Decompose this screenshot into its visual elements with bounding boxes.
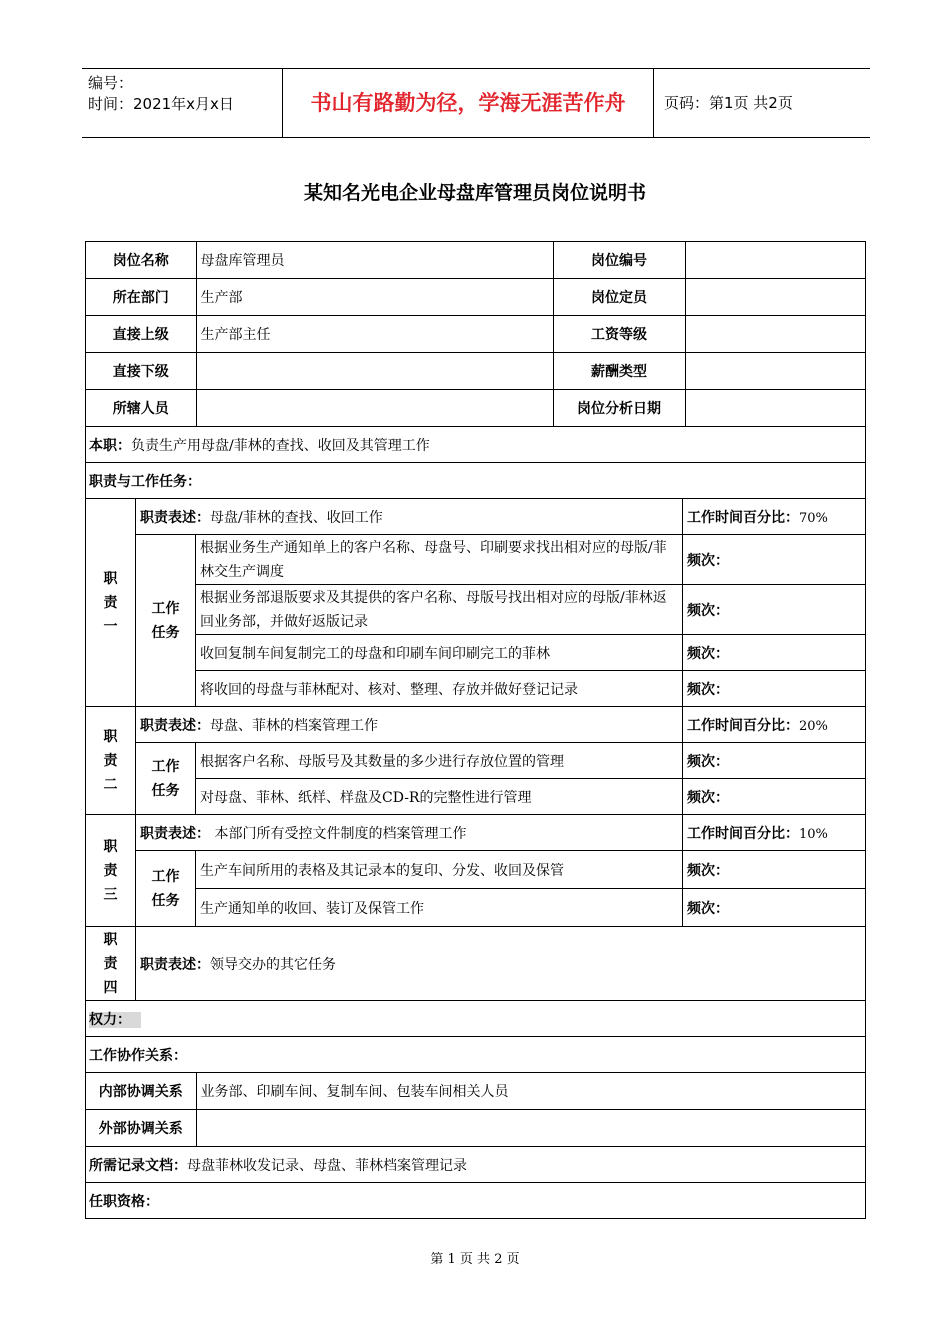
- duty4-label-char: 职: [103, 931, 118, 948]
- duties-heading: 职责与工作任务：: [86, 463, 866, 499]
- row-qualification: [86, 1183, 866, 1219]
- task-label-line: 工作: [151, 758, 180, 775]
- duty3-label-char: 责: [103, 862, 118, 879]
- duty2-freq: 频次：: [683, 779, 866, 815]
- duty1-task: 根据业务部退版要求及其提供的客户名称、母版号找出相对应的母版/菲林返回业务部，并做好返版记录: [196, 585, 683, 635]
- records-value: 母盘菲林收发记录、母盘、菲林档案管理记录: [187, 1157, 467, 1174]
- duty1-freq: 频次：: [683, 671, 866, 707]
- duty1-pct-label: 工作时间百分比：: [687, 509, 799, 526]
- records-label: 所需记录文档：: [89, 1157, 187, 1174]
- duty3-label: [86, 815, 136, 927]
- duty1-desc-row: [86, 499, 866, 535]
- row-internal: [86, 1073, 866, 1110]
- duty1-task: 将收回的母盘与菲林配对、核对、整理、存放并做好登记记录: [196, 671, 683, 707]
- task-label-line: 工作: [151, 868, 180, 885]
- superior-value: 生产部主任: [196, 316, 553, 352]
- task-label-line: 工作: [151, 600, 180, 617]
- subordinate-label: 直接下级: [86, 353, 196, 389]
- duty1-freq: 频次：: [683, 635, 866, 671]
- time-label: 时间：2021年x月x日: [88, 95, 234, 113]
- header-slogan: 书山有路勤为径，学海无涯苦作舟: [282, 69, 654, 137]
- duty3-label-char: 职: [103, 838, 118, 855]
- duty3-label-char: 三: [103, 886, 118, 903]
- header-meta: [82, 69, 282, 137]
- post-name-value: 母盘库管理员: [196, 242, 553, 278]
- duty2-label-char: 二: [103, 776, 118, 793]
- duty3-pct-label: 工作时间百分比：: [687, 825, 799, 842]
- row-duties-heading: [86, 463, 866, 499]
- analysis-date-label: 岗位分析日期: [553, 390, 685, 426]
- duty1-freq: 频次：: [683, 535, 866, 585]
- superior-label: 直接上级: [86, 316, 196, 352]
- duty2-desc-label: 职责表述：: [140, 717, 210, 734]
- duty1-freq: 频次：: [683, 585, 866, 635]
- subordinate-value: [196, 353, 553, 389]
- duty2-freq: 频次：: [683, 743, 866, 779]
- duty3-task-row: [86, 851, 866, 889]
- duty2-desc: 母盘、菲林的档案管理工作: [210, 717, 378, 734]
- header-page-info: 页码：第1页 共2页: [664, 94, 793, 112]
- duty1-desc: 母盘/菲林的查找、收回工作: [210, 509, 383, 526]
- row-staff: [86, 390, 866, 427]
- duty1-task-label: [136, 535, 196, 707]
- duty1-task-row: [86, 635, 866, 671]
- grade-value: [685, 316, 866, 352]
- duty4-label-char: 四: [103, 979, 118, 996]
- duty3-desc-label: 职责表述：: [140, 825, 210, 842]
- duty2-label-char: 职: [103, 728, 118, 745]
- post-code-label: 岗位编号: [553, 242, 685, 278]
- duty2-task: 对母盘、菲林、纸样、样盘及CD-R的完整性进行管理: [196, 779, 683, 815]
- duty4-label-char: 责: [103, 955, 118, 972]
- duty3-desc: 本部门所有受控文件制度的档案管理工作: [210, 825, 467, 842]
- duty2-pct-label: 工作时间百分比：: [687, 717, 799, 734]
- salary-label: 薪酬类型: [553, 353, 685, 389]
- duty2-task-label: [136, 743, 196, 815]
- analysis-date-value: [685, 390, 866, 426]
- quota-label: 岗位定员: [553, 279, 685, 315]
- duty3-task: 生产车间所用的表格及其记录本的复印、分发、收回及保管: [196, 851, 683, 889]
- duty-summary-text: 负责生产用母盘/菲林的查找、收回及其管理工作: [131, 437, 430, 454]
- salary-value: [685, 353, 866, 389]
- duty3-freq: 频次：: [683, 851, 866, 889]
- row-records: [86, 1147, 866, 1183]
- duty4-row: [86, 927, 866, 1001]
- external-value: [196, 1110, 866, 1146]
- row-superior: [86, 316, 866, 353]
- document-title: 某知名光电企业母盘库管理员岗位说明书: [303, 182, 646, 204]
- duty1-label-char: 职: [103, 570, 118, 587]
- duty2-label-char: 责: [103, 752, 118, 769]
- task-label-line: 任务: [151, 624, 180, 641]
- duty2-task-row: [86, 779, 866, 815]
- duty3-task-label: [136, 851, 196, 927]
- duty-summary-label: 本职：: [89, 437, 131, 454]
- row-coop-heading: [86, 1037, 866, 1073]
- row-duty-summary: [86, 427, 866, 463]
- authority-label: 权力：: [89, 1012, 141, 1028]
- post-name-label: 岗位名称: [86, 242, 196, 278]
- duty1-task: 根据业务生产通知单上的客户名称、母盘号、印刷要求找出相对应的母版/菲林交生产调度: [196, 535, 683, 585]
- task-label-line: 任务: [151, 782, 180, 799]
- internal-value: 业务部、印刷车间、复制车间、包装车间相关人员: [200, 1084, 509, 1100]
- page-header: [82, 68, 870, 138]
- duty3-freq: 频次：: [683, 889, 866, 927]
- row-subordinate: [86, 353, 866, 390]
- duty2-pct: 20%: [799, 718, 828, 734]
- duty2-desc-row: [86, 707, 866, 743]
- duty1-task: 收回复制车间复制完工的母盘和印刷车间印刷完工的菲林: [196, 635, 683, 671]
- duty1-label: [86, 499, 136, 707]
- row-authority: [86, 1001, 866, 1037]
- duty3-task: 生产通知单的收回、装订及保管工作: [196, 889, 683, 927]
- staff-value: [196, 390, 553, 426]
- external-label: 外部协调关系: [86, 1110, 196, 1146]
- task-label-line: 任务: [151, 892, 180, 909]
- duty1-task-row: [86, 585, 866, 635]
- row-dept: [86, 279, 866, 316]
- row-external: [86, 1110, 866, 1147]
- dept-label: 所在部门: [86, 279, 196, 315]
- qualification-label: 任职资格：: [86, 1183, 866, 1219]
- duty2-task: 根据客户名称、母版号及其数量的多少进行存放位置的管理: [196, 743, 683, 779]
- post-code-value: [685, 242, 866, 278]
- duty1-desc-label: 职责表述：: [140, 509, 210, 526]
- duty2-label: [86, 707, 136, 815]
- quota-value: [685, 279, 866, 315]
- duty1-label-char: 一: [103, 618, 118, 635]
- code-label: 编号：: [88, 74, 134, 92]
- duty3-pct: 10%: [799, 826, 828, 842]
- duty1-label-char: 责: [103, 594, 118, 611]
- dept-value: 生产部: [196, 279, 553, 315]
- duty4-desc-label: 职责表述：: [140, 956, 210, 973]
- coop-heading: 工作协作关系：: [86, 1037, 866, 1073]
- duty3-desc-row: [86, 815, 866, 851]
- job-description-table: [85, 241, 866, 1219]
- duty3-task-row: [86, 889, 866, 927]
- duty4-label: [86, 927, 136, 1001]
- grade-label: 工资等级: [553, 316, 685, 352]
- staff-label: 所辖人员: [86, 390, 196, 426]
- page-footer: 第 1 页 共 2 页: [430, 1252, 520, 1267]
- duty4-desc: 领导交办的其它任务: [210, 956, 336, 973]
- duty1-pct: 70%: [799, 510, 828, 526]
- internal-label: 内部协调关系: [86, 1073, 196, 1109]
- duty2-task-row: [86, 743, 866, 779]
- row-post-name: [86, 242, 866, 279]
- duty1-task-row: [86, 671, 866, 707]
- duty1-task-row: [86, 535, 866, 585]
